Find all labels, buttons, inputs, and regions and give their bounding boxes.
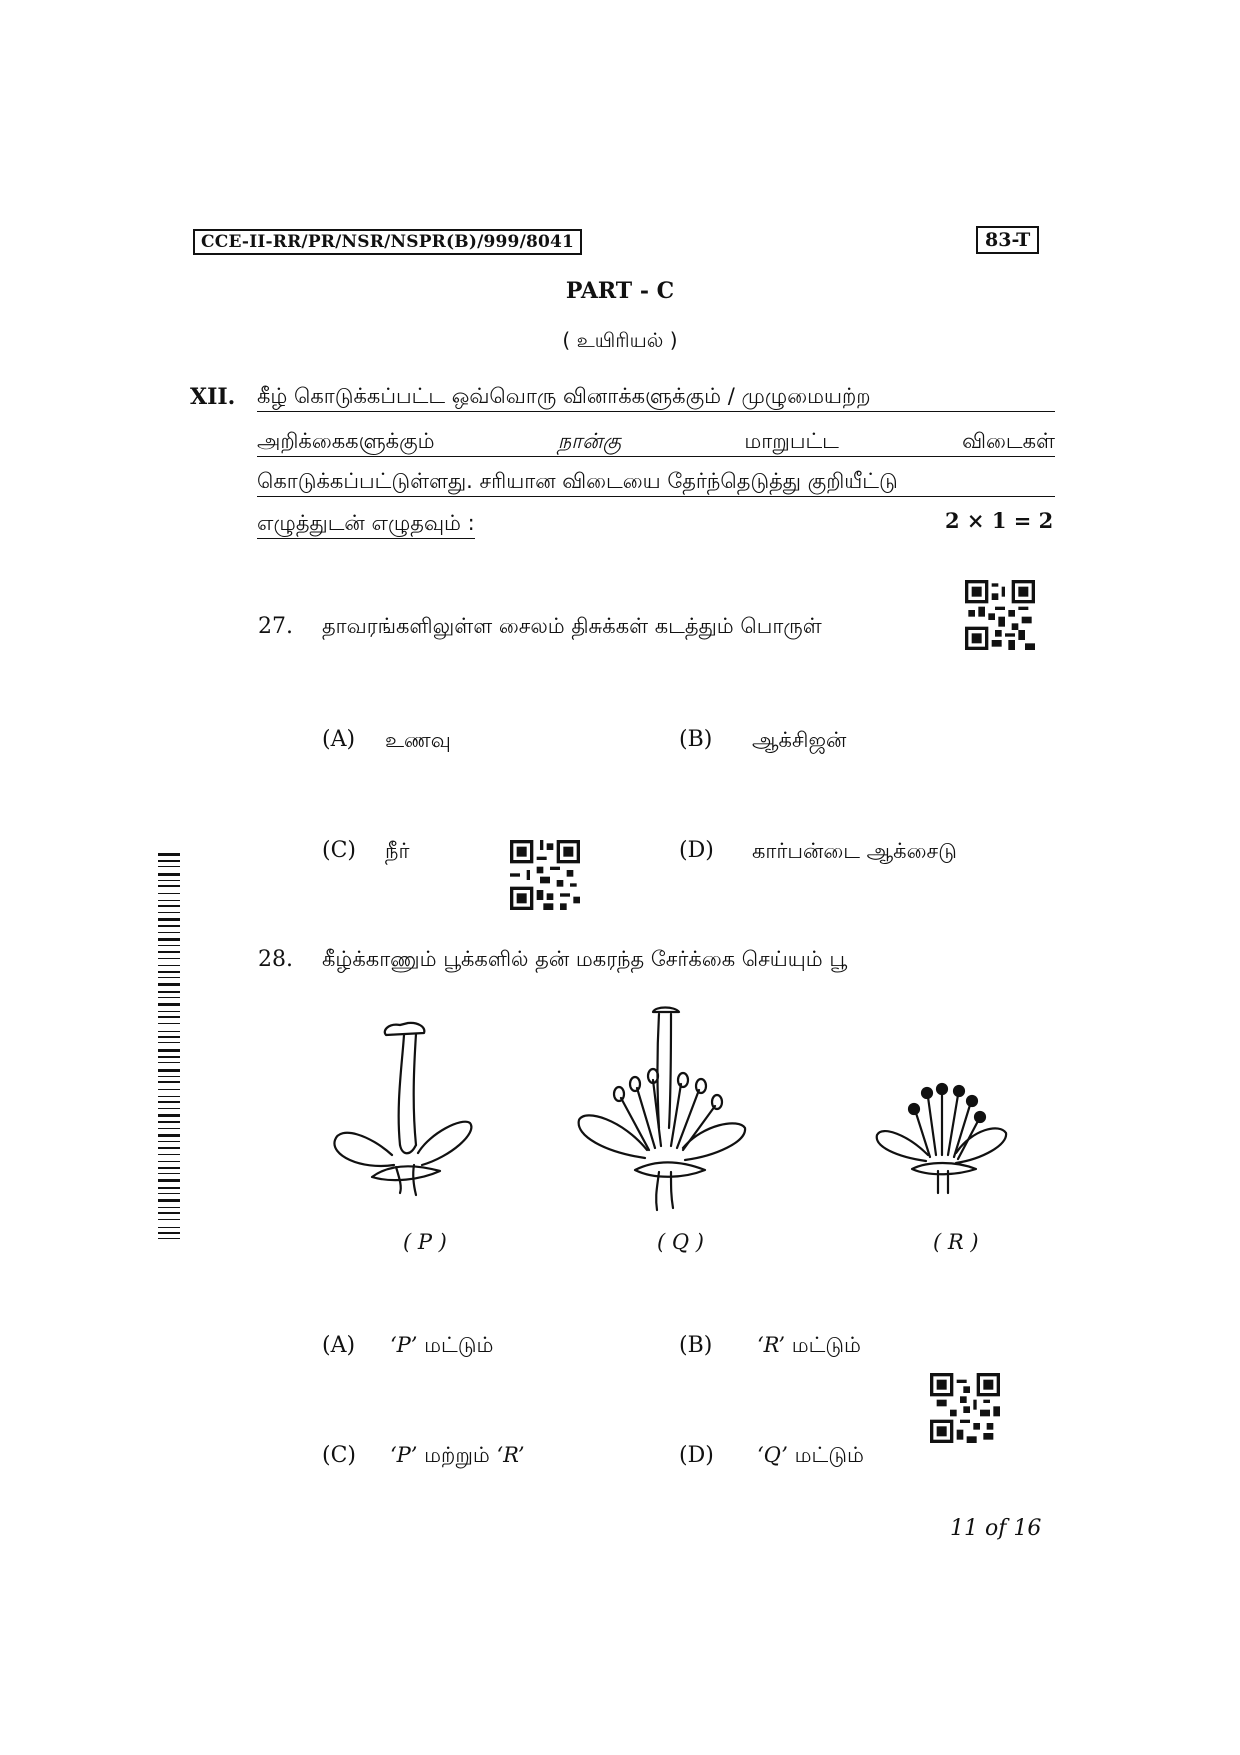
instruction-word: நான்கு bbox=[557, 429, 622, 453]
q28-option-c-letter: (C) bbox=[322, 1443, 356, 1468]
qr-code-icon bbox=[965, 580, 1035, 650]
q27-option-a-text: உணவு bbox=[385, 728, 451, 752]
q28-option-d-letter: (D) bbox=[679, 1443, 714, 1468]
paper-code: CCE-II-RR/PR/NSR/NSPR(B)/999/8041 bbox=[193, 229, 582, 255]
q27-option-a-letter: (A) bbox=[322, 727, 356, 752]
q27-option-c-letter: (C) bbox=[322, 838, 356, 863]
q28-option-c-text: ‘P’ மற்றும் ‘R’ bbox=[390, 1443, 525, 1467]
question-27-text: தாவரங்களிலுள்ள சைலம் திசுக்கள் கடத்தும் பொருள் bbox=[322, 614, 822, 638]
question-28-number: 28. bbox=[258, 947, 293, 972]
figure-label-q: ( Q ) bbox=[657, 1230, 704, 1254]
q27-option-d-letter: (D) bbox=[679, 838, 714, 863]
barcode-icon bbox=[158, 853, 180, 1243]
figure-label-r: ( R ) bbox=[933, 1230, 979, 1254]
paper-number: 83-T bbox=[976, 226, 1039, 254]
page-number: 11 of 16 bbox=[950, 1516, 1042, 1541]
part-title: PART - C bbox=[565, 278, 675, 304]
question-28-text: கீழ்க்காணும் பூக்களில் தன் மகரந்த சேர்க்கை செய்யும் பூ bbox=[322, 947, 848, 971]
q28-option-d-text: ‘Q’ மட்டும் bbox=[757, 1443, 864, 1467]
marks: 2 × 1 = 2 bbox=[945, 508, 1054, 533]
instruction-word: மாறுபட்ட bbox=[744, 429, 839, 453]
figure-label-p: ( P ) bbox=[403, 1230, 447, 1254]
q28-option-b-letter: (B) bbox=[679, 1333, 713, 1358]
subject-title: ( உயிரியல் ) bbox=[562, 328, 678, 352]
instruction-word: விடைகள் bbox=[962, 429, 1055, 453]
flower-r-figure bbox=[872, 1065, 1012, 1195]
qr-code-icon bbox=[930, 1373, 1000, 1443]
q28-option-a-text: ‘P’ மட்டும் bbox=[390, 1333, 494, 1357]
q27-option-d-text: கார்பன்டை ஆக்சைடு bbox=[752, 839, 957, 863]
q28-option-a-letter: (A) bbox=[322, 1333, 356, 1358]
section-number: XII. bbox=[190, 384, 236, 410]
instruction-line-4: எழுத்துடன் எழுதவும் : bbox=[257, 508, 475, 539]
instruction-line-1: கீழ் கொடுக்கப்பட்ட ஒவ்வொரு வினாக்களுக்கும் / முழுமையற்ற bbox=[257, 381, 1055, 412]
flower-q-figure bbox=[575, 1000, 755, 1215]
flower-p-figure bbox=[330, 1005, 480, 1215]
q27-option-b-letter: (B) bbox=[679, 727, 713, 752]
q27-option-b-text: ஆக்சிஜன் bbox=[752, 728, 847, 752]
instruction-line-2 bbox=[257, 426, 1055, 457]
q28-option-b-text: ‘R’ மட்டும் bbox=[757, 1333, 861, 1357]
question-27-number: 27. bbox=[258, 614, 293, 639]
q27-option-c-text: நீர் bbox=[385, 839, 410, 863]
instruction-word: அறிக்கைகளுக்கும் bbox=[257, 429, 435, 453]
qr-code-icon bbox=[510, 840, 580, 910]
instruction-line-3: கொடுக்கப்பட்டுள்ளது. சரியான விடையை தேர்ந்தெடுத்து குறியீட்டு bbox=[257, 466, 1055, 497]
